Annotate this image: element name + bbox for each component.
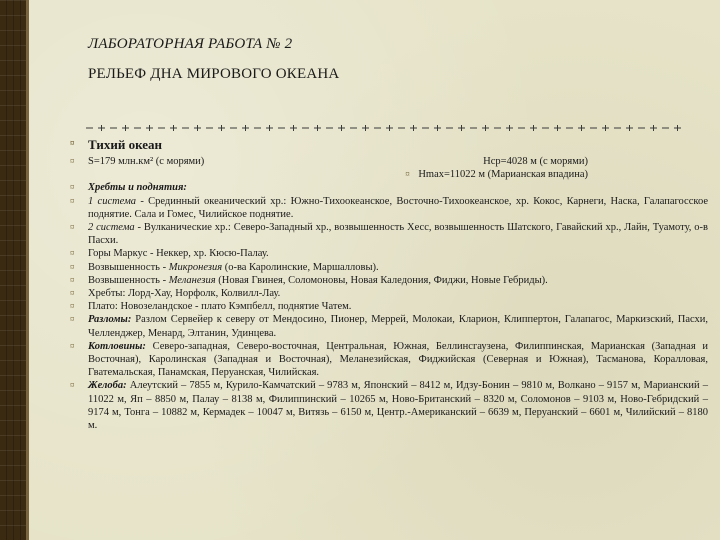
faults-row bbox=[70, 313, 708, 339]
basins-text: Северо-западная, Северо-восточная, Центральная, Южная, Беллинсгаузена, Филиппинская, Марианская (Западная и Восточная), Каролинская (Западная и Восточная), Меланезийская, Фиджийская (Северная и Южная), Тасманова, Коралловая, Гватемальская, Панамская, Перуанская, Чилийская. bbox=[88, 340, 708, 379]
system2-text: - Вулканические хр.: Северо-Западный хр., возвышенность Хесс, возвышенность Шатского, Гавайский хр., Лайн, Туамоту, о-в Пасхи. bbox=[88, 222, 708, 247]
system1-text: - Срединный океанический хр.: Южно-Тихоокеанское, Восточно-Тихоокеанское, хр. Кокос, Карнеги, Наска, Галапагосское поднятие. Сала и Гомес, Чилийское поднятие. bbox=[88, 195, 708, 220]
decorative-side-stripe bbox=[0, 0, 26, 540]
bullet-icon: ¤ bbox=[70, 314, 75, 325]
bullet-icon: ¤ bbox=[70, 222, 75, 233]
heading-row bbox=[70, 137, 708, 153]
avg-depth-stat: Hср=4028 м (с морями) bbox=[483, 156, 588, 167]
melanesia-prefix: Возвышенность - bbox=[88, 274, 169, 286]
faults-label: Разломы: bbox=[88, 314, 132, 326]
slide-title: ЛАБОРАТОРНАЯ РАБОТА № 2 bbox=[88, 36, 293, 52]
bullet-icon: ¤ bbox=[70, 156, 75, 166]
bullet-icon: ¤ bbox=[405, 169, 410, 180]
basins-row bbox=[70, 340, 708, 380]
max-depth-stat: Hmax=11022 м (Марианская впадина) bbox=[418, 169, 588, 181]
system2-row bbox=[70, 221, 708, 247]
slide-subtitle: РЕЛЬЕФ ДНА МИРОВОГО ОКЕАНА bbox=[88, 66, 340, 82]
micronesia-text: (о-ва Каролинские, Маршалловы). bbox=[222, 261, 379, 273]
micronesia-prefix: Возвышенность - bbox=[88, 261, 169, 273]
bullet-icon: ¤ bbox=[70, 288, 75, 299]
ridges-label-row bbox=[70, 181, 708, 194]
melanesia-row bbox=[70, 274, 708, 287]
ridges2-text: Хребты: Лорд-Хау, Норфолк, Колвилл-Лау. bbox=[88, 288, 281, 300]
plateau-row bbox=[70, 300, 708, 313]
melanesia-name: Меланезия bbox=[168, 274, 216, 286]
bullet-icon: ¤ bbox=[70, 261, 75, 272]
micronesia-row bbox=[70, 261, 708, 274]
bullet-icon: ¤ bbox=[70, 274, 75, 285]
bullet-icon: ¤ bbox=[70, 138, 75, 148]
bullet-icon: ¤ bbox=[70, 182, 75, 193]
stats-row bbox=[70, 155, 708, 181]
faults-text: Разлом Сервейер к северу от Мендосино, Пионер, Меррей, Молокаи, Кларион, Клиппертон, Галапагос, Маркизский, Пасхи, Челленджер, Менард, Элтанин, Удинцева. bbox=[88, 314, 708, 339]
bullet-icon: ¤ bbox=[70, 248, 75, 259]
melanesia-text: (Новая Гвинея, Соломоновы, Новая Каледония, Фиджи, Новые Гебриды). bbox=[215, 274, 548, 286]
trenches-text: Алеутский – 7855 м, Курило-Камчатский – 9783 м, Японский – 8412 м, Идзу-Бонин – 9810 м, Волкано – 9157 м, Марианский – 11022 м, Яп – 8850 м, Палау – 8138 м, Филиппинский – 10265 м, Ново-Британский – 8320 м, Соломонов – 9103 м, Ново-Гебридский – 9174 м, Тонга – 10882 м, Кермадек – 10047 м, Витязь – 6150 м, Центр.-Американский – 6639 м, Перуанский – 6601 м, Чилийский – 8180 м. bbox=[88, 380, 708, 432]
max-depth-line bbox=[88, 168, 708, 181]
bullet-icon: ¤ bbox=[70, 340, 75, 351]
ridges-label: Хребты и поднятия: bbox=[88, 182, 187, 194]
bullet-icon: ¤ bbox=[70, 195, 75, 206]
basins-label: Котловины: bbox=[88, 340, 146, 352]
system1-label: 1 система bbox=[88, 195, 137, 207]
content-area bbox=[70, 137, 708, 432]
plateau-text: Плато: Новозеландское - плато Кэмпбелл, поднятие Чатем. bbox=[88, 301, 352, 313]
stripe-edge bbox=[26, 0, 29, 540]
micronesia-name: Микронезия bbox=[168, 261, 223, 273]
system2-label: 2 система bbox=[88, 222, 135, 234]
bullet-icon: ¤ bbox=[70, 380, 75, 391]
trenches-label: Желоба: bbox=[88, 380, 127, 392]
ocean-heading: Тихий океан bbox=[88, 137, 162, 152]
system1-row bbox=[70, 195, 708, 221]
ridges2-row bbox=[70, 287, 708, 300]
mountains-text: Горы Маркус - Неккер, хр. Кюсю-Палау. bbox=[88, 248, 269, 260]
bullet-icon: ¤ bbox=[70, 301, 75, 312]
area-stat: S=179 млн.км² (с морями) bbox=[88, 156, 205, 167]
trenches-row bbox=[70, 379, 708, 432]
decorative-separator bbox=[86, 124, 690, 132]
stats-split bbox=[88, 155, 708, 168]
mountains-row bbox=[70, 247, 708, 260]
